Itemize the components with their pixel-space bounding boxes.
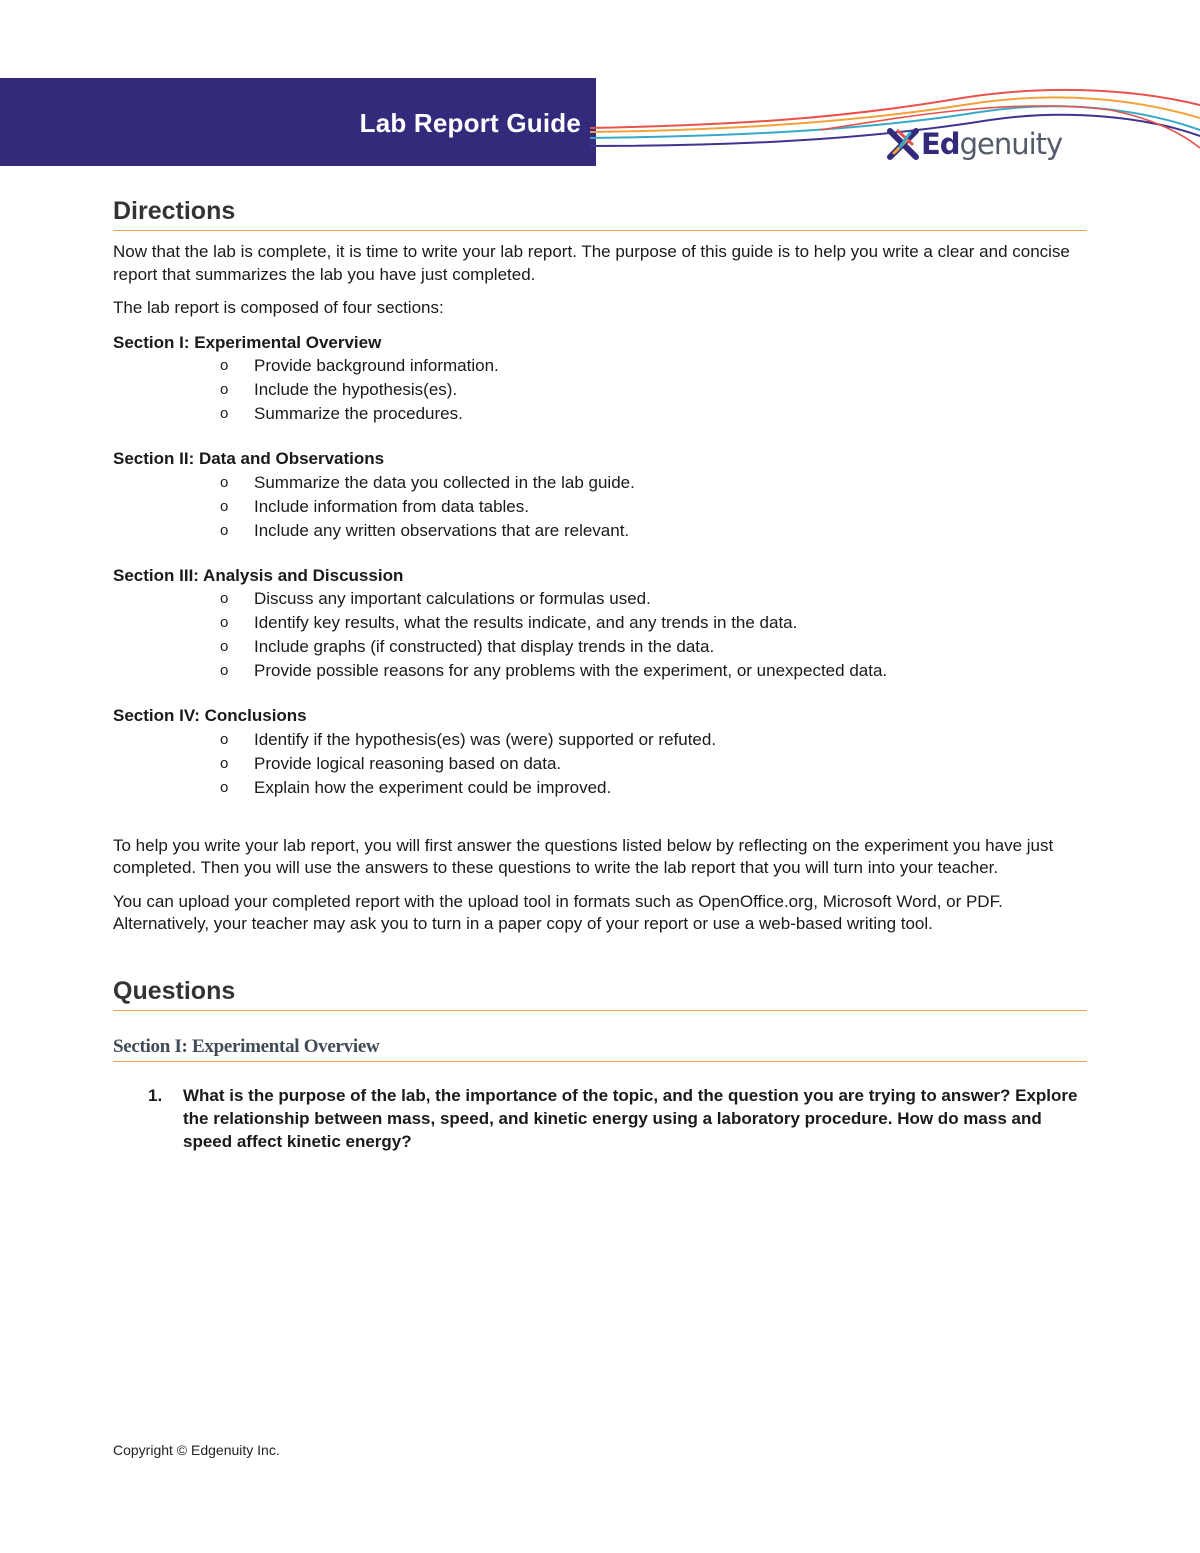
directions-heading: Directions <box>113 196 1087 231</box>
list-item <box>113 776 1087 800</box>
header-band <box>0 78 596 166</box>
list-item-text: Identify key results, what the results indicate, and any trends in the data. <box>254 613 798 632</box>
questions-heading: Questions <box>113 976 1087 1011</box>
copyright-footer: Copyright © Edgenuity Inc. <box>113 1442 280 1458</box>
directions-intro: Now that the lab is complete, it is time to write your lab report. The purpose of this guide is to help you write a clear and concise report that summarizes the lab you have just completed. <box>113 242 1070 284</box>
list-item-text: Provide logical reasoning based on data. <box>254 753 562 773</box>
directions-composed: The lab report is composed of four sections: <box>113 298 444 317</box>
section-4-list <box>113 728 1087 800</box>
list-item-text: Include information from data tables. <box>254 496 529 516</box>
bullet-marker: o <box>220 638 229 655</box>
list-item <box>113 752 1087 776</box>
section-3-block <box>113 565 1087 684</box>
questions-section-1-heading: Section I: Experimental Overview <box>113 1035 1087 1062</box>
list-item <box>113 635 1087 659</box>
document-title: Lab Report Guide <box>359 108 581 138</box>
list-item <box>113 659 1087 683</box>
section-1-title: Section I: Experimental Overview <box>113 332 382 352</box>
bullet-marker: o <box>220 521 229 539</box>
bullet-marker: o <box>220 730 229 748</box>
bullet-marker: o <box>220 662 229 679</box>
question-text: What is the purpose of the lab, the importance of the topic, and the question you are trying to answer? Explore the relationship between mass, speed, and kinetic energy using a laboratory procedure. How do mass and speed affect kinetic energy? <box>183 1085 1078 1151</box>
list-item <box>113 471 1087 495</box>
list-item-text: Summarize the data you collected in the lab guide. <box>254 472 635 492</box>
section-3-list <box>113 587 1087 683</box>
list-item <box>113 611 1087 635</box>
list-item-text: Include graphs (if constructed) that display trends in the data. <box>254 637 715 656</box>
section-2-block <box>113 448 1087 543</box>
edgenuity-logo <box>886 124 1062 164</box>
list-item-text: Include the hypothesis(es). <box>254 380 458 399</box>
list-item <box>113 495 1087 519</box>
list-item <box>113 378 1087 402</box>
question-number: 1. <box>148 1085 163 1105</box>
section-1-block <box>113 332 1087 427</box>
directions-help: To help you write your lab report, you will first answer the questions listed below by reflecting on the experiment you have just completed. Then you will use the answers to these questions to write the lab report that you will turn into your teacher. <box>113 835 1054 877</box>
bullet-marker: o <box>220 590 229 607</box>
section-4-title: Section IV: Conclusions <box>113 706 307 725</box>
bullet-marker: o <box>220 754 229 772</box>
list-item-text: Provide background information. <box>254 356 499 375</box>
list-item <box>113 587 1087 611</box>
section-2-list <box>113 471 1087 543</box>
logo-genuity: genuity <box>959 127 1063 161</box>
document-body <box>113 196 1087 1153</box>
bullet-marker: o <box>220 405 229 422</box>
list-item-text: Provide possible reasons for any problems with the experiment, or unexpected data. <box>254 661 888 680</box>
list-item <box>113 354 1087 378</box>
section-3-title: Section III: Analysis and Discussion <box>113 565 404 585</box>
logo-ed: Ed <box>921 127 960 161</box>
bullet-marker: o <box>220 473 229 491</box>
bullet-marker: o <box>220 357 229 374</box>
bullet-marker: o <box>220 778 229 796</box>
section-4-block <box>113 705 1087 800</box>
list-item-text: Identify if the hypothesis(es) was (were) supported or refuted. <box>254 729 717 749</box>
directions-upload: You can upload your completed report with the upload tool in formats such as OpenOffice.org, Microsoft Word, or PDF. Alternatively, your teacher may ask you to turn in a paper copy of your report or use a web-based writing tool. <box>113 891 1003 933</box>
list-item-text: Discuss any important calculations or formulas used. <box>254 589 651 608</box>
list-item-text: Include any written observations that are relevant. <box>254 520 630 540</box>
list-item <box>113 519 1087 543</box>
bullet-marker: o <box>220 381 229 398</box>
bullet-marker: o <box>220 614 229 631</box>
list-item-text: Explain how the experiment could be improved. <box>254 777 612 797</box>
questions-list <box>113 1084 1087 1153</box>
list-item <box>113 728 1087 752</box>
section-2-title: Section II: Data and Observations <box>113 449 385 468</box>
question-item <box>113 1084 1087 1153</box>
bullet-marker: o <box>220 497 229 515</box>
list-item <box>113 402 1087 426</box>
section-1-list <box>113 354 1087 426</box>
edgenuity-x-icon <box>886 127 920 161</box>
logo-wordmark <box>921 124 1062 164</box>
list-item-text: Summarize the procedures. <box>254 404 463 423</box>
